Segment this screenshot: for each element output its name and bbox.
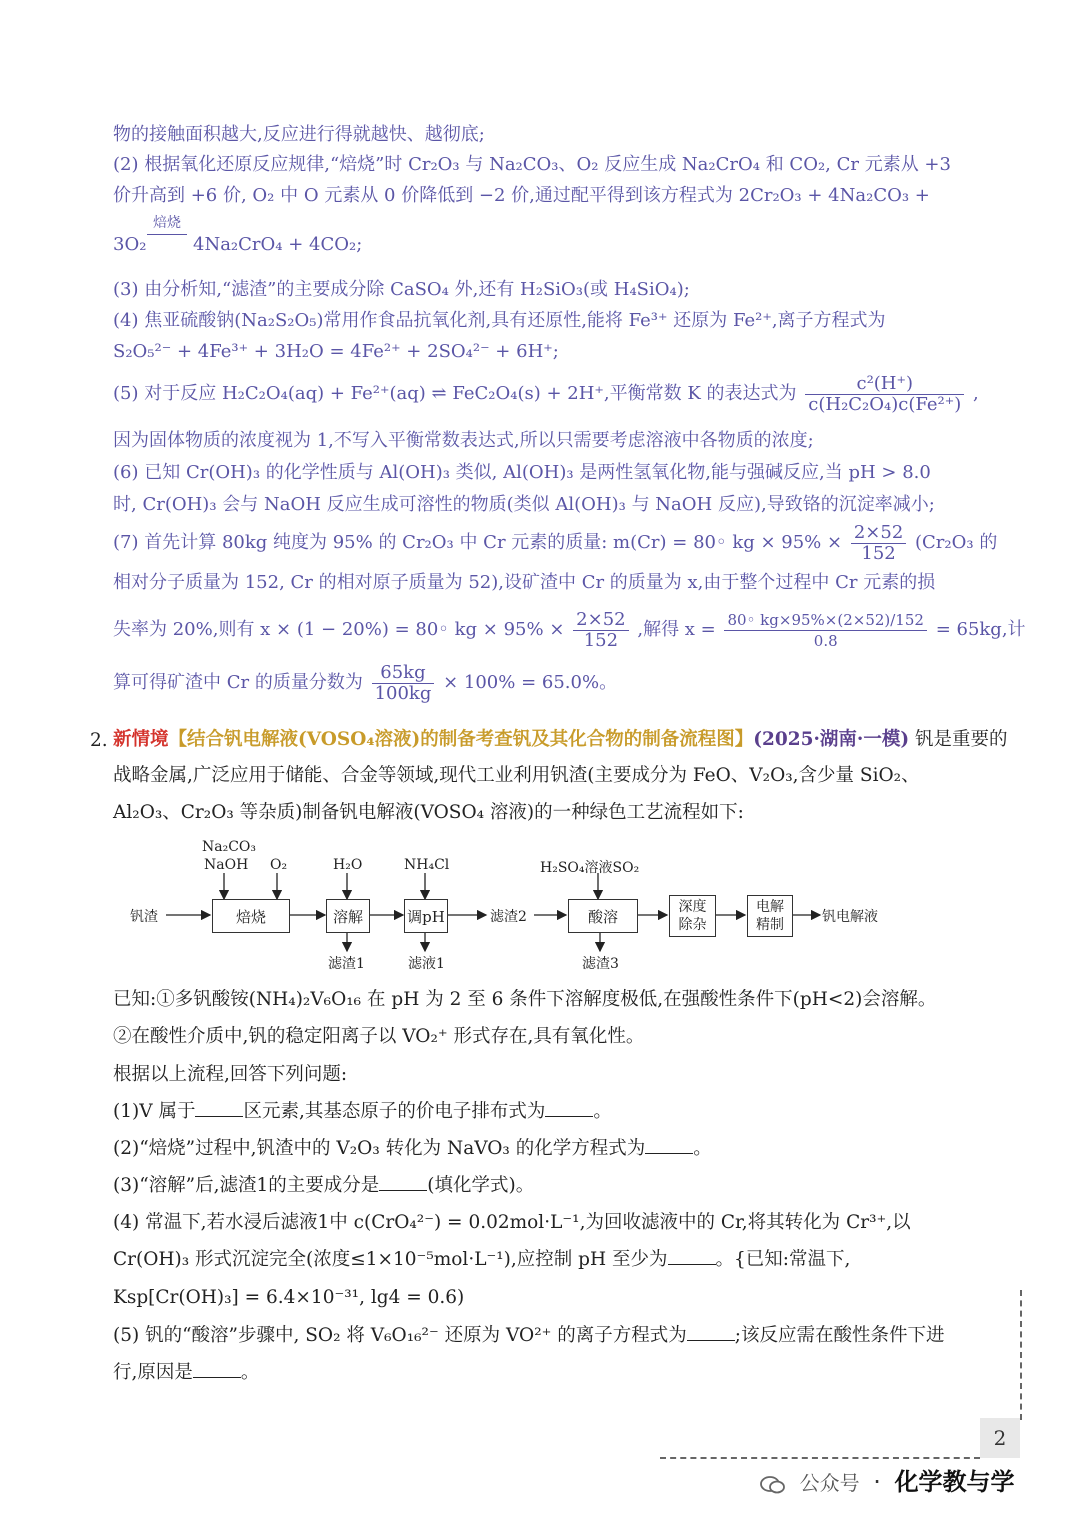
flow-residue-2: 滤渣2 (490, 909, 527, 925)
process-flowchart (120, 835, 900, 975)
question-text: Cr(OH)₃ 形式沉淀完全(浓度≤1×10⁻⁵mol·L⁻¹),应控制 pH 至少为 (113, 1249, 668, 1270)
answer-blank[interactable] (687, 1324, 735, 1341)
question-line: 战略金属,广泛应用于储能、合金等领域,现代工业利用钒渣(主要成分为 FeO、V₂O₃,含少量 SiO₂、 (113, 765, 920, 786)
question-text: 。 (693, 1138, 712, 1159)
watermark (760, 1462, 1015, 1497)
sub-question-1 (113, 1099, 612, 1125)
equation-arrow (147, 214, 187, 235)
answer-text: (Cr₂O₃ 的 (915, 532, 998, 553)
dashed-border-horizontal (660, 1457, 980, 1459)
sub-question-2 (113, 1136, 712, 1162)
equilibrium-fraction (805, 374, 964, 415)
known-condition-2: ②在酸性介质中,钒的稳定阳离子以 VO₂⁺ 形式存在,具有氧化性。 (113, 1026, 645, 1047)
question-intro: 钒是重要的 (915, 729, 1008, 750)
question-prompt: 根据以上流程,回答下列问题: (113, 1064, 348, 1085)
step-acid-dissolve: 酸溶 (568, 899, 638, 933)
known-condition-1: 已知:①多钒酸铵(NH₄)₂V₆O₁₆ 在 pH 为 2 至 6 条件下溶解度极低,在强酸性条件下(pH<2)会溶解。 (113, 989, 937, 1010)
flow-end: 钒电解液 (822, 909, 878, 925)
fraction-denominator: 152 (583, 629, 619, 651)
mass-fraction (851, 523, 906, 564)
sub-question-5 (113, 1323, 945, 1349)
question-line: Al₂O₃、Cr₂O₃ 等杂质)制备钒电解液(VOSO₄ 溶液)的一种绿色工艺流程如下: (113, 802, 744, 823)
fraction-denominator: 152 (861, 542, 896, 564)
step-electrolysis-refine (747, 895, 793, 937)
fraction-denominator: 100kg (374, 682, 432, 704)
question-text: (2)“焙烧”过程中,钒渣中的 V₂O₃ 转化为 NaVO₃ 的化学方程式为 (113, 1138, 646, 1159)
sub-question-3 (113, 1173, 534, 1199)
question-header (113, 727, 1008, 753)
sub-question-5-cont (113, 1360, 259, 1386)
sub-question-4-line1: (4) 常温下,若水浸后滤液1中 c(CrO₄²⁻) = 0.02mol·L⁻¹,为回收滤液中的 Cr,将其转化为 Cr³⁺,以 (113, 1212, 911, 1233)
tag-new-scenario: 新情境 (113, 729, 169, 750)
equation-right: 4Na₂CrO₄ + 4CO₂; (193, 234, 363, 255)
question-text: (1)V 属于 (113, 1101, 196, 1122)
output-residue-1: 滤渣1 (328, 956, 365, 972)
answer-text: (7) 首先计算 80kg 纯度为 95% 的 Cr₂O₃ 中 Cr 元素的质量: m(Cr) = 80◦ kg × 95% × (113, 532, 843, 553)
output-filtrate-1: 滤液1 (408, 956, 445, 972)
input-nh4cl: NH₄Cl (404, 857, 450, 873)
answer-line-fraction (113, 368, 1013, 420)
answer-line: (3) 由分析知,“滤渣”的主要成分除 CaSO₄ 外,还有 H₂SiO₃(或 H₄SiO₄); (113, 279, 690, 300)
step-roasting: 焙烧 (212, 899, 290, 933)
answer-line: 物的接触面积越大,反应进行得就越快、越彻底; (113, 124, 485, 145)
question-number: 2. (90, 730, 108, 751)
input-naoh: NaOH (204, 857, 249, 873)
answer-equation (113, 214, 1013, 264)
answer-text: ,解得 x = (637, 619, 716, 640)
question-text: 区元素,其基态原子的价电子排布式为 (243, 1101, 546, 1122)
box-text: 精制 (756, 917, 784, 933)
fraction-numerator: 65kg (372, 663, 435, 684)
question-text: ;该反应需在酸性条件下进 (734, 1325, 945, 1346)
question-text: (填化学式)。 (427, 1175, 535, 1196)
tag-source: (2025·湖南·一模) (753, 729, 910, 750)
input-na2co3: Na₂CO₃ (202, 839, 257, 855)
sub-question-4-line3: Ksp[Cr(OH)₃] = 6.4×10⁻³¹, lg4 = 0.6) (113, 1287, 465, 1308)
answer-blank[interactable] (545, 1100, 593, 1117)
output-residue-3: 滤渣3 (582, 956, 619, 972)
flow-start: 钒渣 (130, 909, 158, 925)
page-number: 2 (980, 1418, 1020, 1458)
answer-text: = 65kg,计 (935, 619, 1026, 640)
answer-text: 算可得矿渣中 Cr 的质量分数为 (113, 672, 363, 693)
answer-line-fraction (113, 518, 1013, 568)
answer-text: 失率为 20%,则有 x × (1 − 20%) = 80◦ kg × 95% × (113, 619, 565, 640)
answer-blank[interactable] (195, 1100, 243, 1117)
fraction-numerator: c²(H⁺) (805, 374, 964, 395)
fraction-numerator: 2×52 (851, 523, 906, 544)
answer-line: 时, Cr(OH)₃ 会与 NaOH 反应生成可溶性的物质(类似 Al(OH)₃ 与 NaOH 反应),导致铬的沉淀率减小; (113, 494, 935, 515)
dashed-border-vertical (1020, 1290, 1022, 1420)
box-text: 除杂 (678, 917, 707, 933)
equation-left: 3O₂ (113, 234, 147, 255)
answer-blank[interactable] (668, 1248, 716, 1265)
watermark-label: 公众号 (799, 1471, 860, 1495)
answer-line: (6) 已知 Cr(OH)₃ 的化学性质与 Al(OH)₃ 类似, Al(OH)₃ 是两性氢氧化物,能与强碱反应,当 pH > 8.0 (113, 462, 931, 483)
step-dissolve: 溶解 (326, 899, 370, 933)
question-text: (3)“溶解”后,滤渣1的主要成分是 (113, 1175, 380, 1196)
input-h2o: H₂O (333, 857, 363, 873)
ratio-fraction (573, 610, 628, 651)
input-o2: O₂ (270, 857, 288, 873)
watermark-dot: · (873, 1468, 881, 1496)
answer-text: × 100% = 65.0%。 (443, 672, 618, 693)
answer-line: (4) 焦亚硫酸钠(Na₂S₂O₅)常用作食品抗氧化剂,具有还原性,能将 Fe³⁺ 还原为 Fe²⁺,离子方程式为 (113, 310, 886, 331)
question-text: 。 (593, 1101, 612, 1122)
solve-fraction (724, 610, 926, 651)
box-text: 深度 (678, 899, 707, 915)
box-text: 电解 (756, 899, 784, 915)
answer-blank[interactable] (379, 1174, 427, 1191)
step-deep-purify (669, 895, 716, 937)
percent-fraction (372, 663, 435, 704)
fraction-denominator: 0.8 (813, 631, 838, 650)
tag-topic: 【结合钒电解液(VOSO₄溶液)的制备考查钒及其化合物的制备流程图】 (168, 729, 754, 750)
answer-line: 价升高到 +6 价, O₂ 中 O 元素从 0 价降低到 −2 价,通过配平得到该方程式为 2Cr₂O₃ + 4Na₂CO₃ + (113, 185, 930, 206)
question-text: 。{已知:常温下, (715, 1249, 851, 1270)
watermark-brand: 化学教与学 (894, 1468, 1015, 1496)
question-text: (5) 钒的“酸溶”步骤中, SO₂ 将 V₆O₁₆²⁻ 还原为 VO²⁺ 的离子方程式为 (113, 1325, 687, 1346)
answer-text: , (973, 383, 979, 404)
fraction-numerator: 80◦ kg×95%×(2×52)/152 (724, 610, 926, 631)
input-h2so4-so2: H₂SO₄溶液SO₂ (540, 860, 640, 876)
answer-text: (5) 对于反应 H₂C₂O₄(aq) + Fe²⁺(aq) ⇌ FeC₂O₄(s) + 2H⁺,平衡常数 K 的表达式为 (113, 383, 797, 404)
question-text: 。 (240, 1362, 260, 1383)
answer-line: S₂O₅²⁻ + 4Fe³⁺ + 3H₂O = 4Fe²⁺ + 2SO₄²⁻ + 6H⁺; (113, 341, 559, 362)
question-text: 行,原因是 (113, 1362, 193, 1383)
answer-line: (2) 根据氧化还原反应规律,“焙烧”时 Cr₂O₃ 与 Na₂CO₃、O₂ 反应生成 Na₂CrO₄ 和 CO₂, Cr 元素从 +3 (113, 154, 951, 175)
wechat-icon (760, 1473, 786, 1493)
answer-line: 相对分子质量为 152, Cr 的相对原子质量为 52),设矿渣中 Cr 的质量为 x,由于整个过程中 Cr 元素的损 (113, 572, 936, 593)
fraction-denominator: c(H₂C₂O₄)c(Fe²⁺) (808, 393, 962, 415)
answer-line-fraction (113, 605, 1026, 655)
fraction-numerator: 2×52 (573, 610, 628, 631)
answer-blank[interactable] (645, 1137, 693, 1154)
equation-condition: 焙烧 (153, 215, 181, 231)
sub-question-4-line2 (113, 1247, 850, 1273)
answer-line: 因为固体物质的浓度视为 1,不写入平衡常数表达式,所以只需要考虑溶液中各物质的浓度; (113, 430, 814, 451)
answer-blank[interactable] (193, 1361, 241, 1378)
step-adjust-ph: 调pH (404, 899, 448, 933)
answer-line-fraction (113, 658, 1013, 708)
